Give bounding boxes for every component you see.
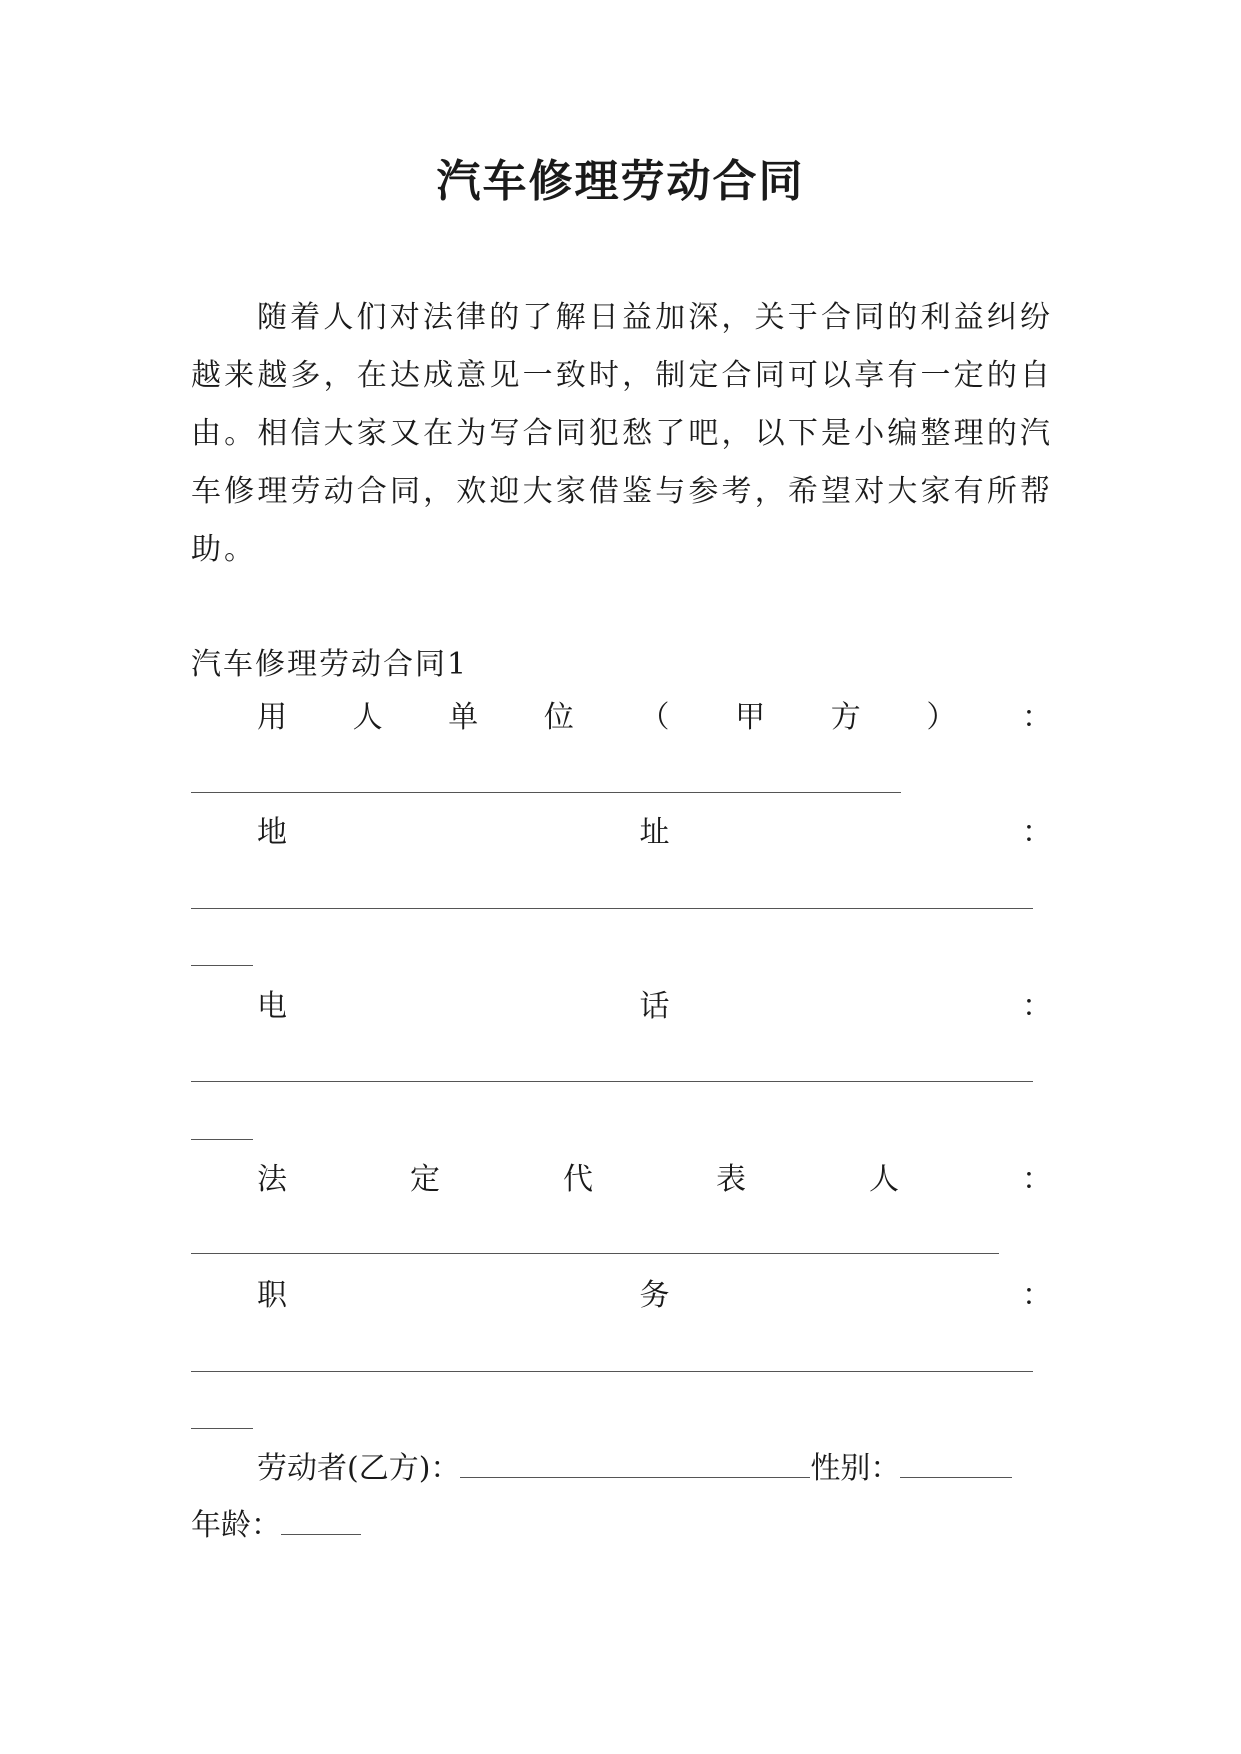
employer-char: ： [1022,700,1052,735]
employer-char: 位 [543,700,574,735]
address-field-label [257,813,1052,853]
worker-label: 劳动者(乙方)： [257,1451,461,1486]
address-char: 地 [257,815,287,850]
worker-blank[interactable] [460,1451,810,1478]
phone-char: 电 [257,989,287,1024]
legal-rep-char: ： [1022,1162,1052,1197]
age-line [191,1506,361,1546]
age-blank[interactable] [281,1508,361,1535]
legal-rep-char: 法 [257,1162,287,1197]
section-heading: 汽车修理劳动合同1 [191,647,469,682]
address-blank-line-cont[interactable] [191,965,253,966]
intro-paragraph: 随着人们对法律的了解日益加深，关于合同的利益纠纷越来越多，在达成意见一致时，制定合同可以享有一定的自由。相信大家又在为写合同犯愁了吧，以下是小编整理的汽车修理劳动合同，欢迎大家借鉴与参考，希望对大家有所帮助。 [191,300,1053,567]
worker-line [257,1449,1012,1489]
gender-blank[interactable] [900,1451,1012,1478]
position-char: 务 [639,1278,670,1313]
legal-rep-char: 表 [716,1162,746,1197]
document-title: 汽车修理劳动合同 [436,156,805,207]
employer-char: 单 [448,700,479,735]
phone-blank-line[interactable] [191,1081,1033,1082]
address-blank-line[interactable] [191,908,1033,909]
position-char: 职 [257,1278,287,1313]
legal-rep-char: 人 [869,1162,899,1197]
employer-char: 甲 [735,700,766,735]
phone-char: 话 [639,989,670,1024]
legal-rep-char: 代 [563,1162,593,1197]
employer-blank-line[interactable] [191,792,901,793]
phone-field-label [257,987,1052,1027]
address-char: ： [1022,815,1052,850]
phone-blank-line-cont[interactable] [191,1139,253,1140]
employer-char: 用 [257,700,287,735]
position-blank-line-cont[interactable] [191,1428,253,1429]
legal-rep-char: 定 [410,1162,440,1197]
legal-rep-field-label [257,1160,1052,1200]
age-label: 年龄： [191,1508,281,1543]
employer-char: （ [639,700,670,735]
address-char: 址 [639,815,670,850]
position-field-label [257,1276,1052,1316]
employer-field-label [257,698,1052,738]
position-char: ： [1022,1278,1052,1313]
legal-rep-blank-line[interactable] [191,1253,999,1254]
gender-label: 性别： [810,1451,901,1486]
employer-char: 方 [830,700,861,735]
employer-char: ） [926,700,957,735]
phone-char: ： [1022,989,1052,1024]
position-blank-line[interactable] [191,1371,1033,1372]
employer-char: 人 [352,700,383,735]
